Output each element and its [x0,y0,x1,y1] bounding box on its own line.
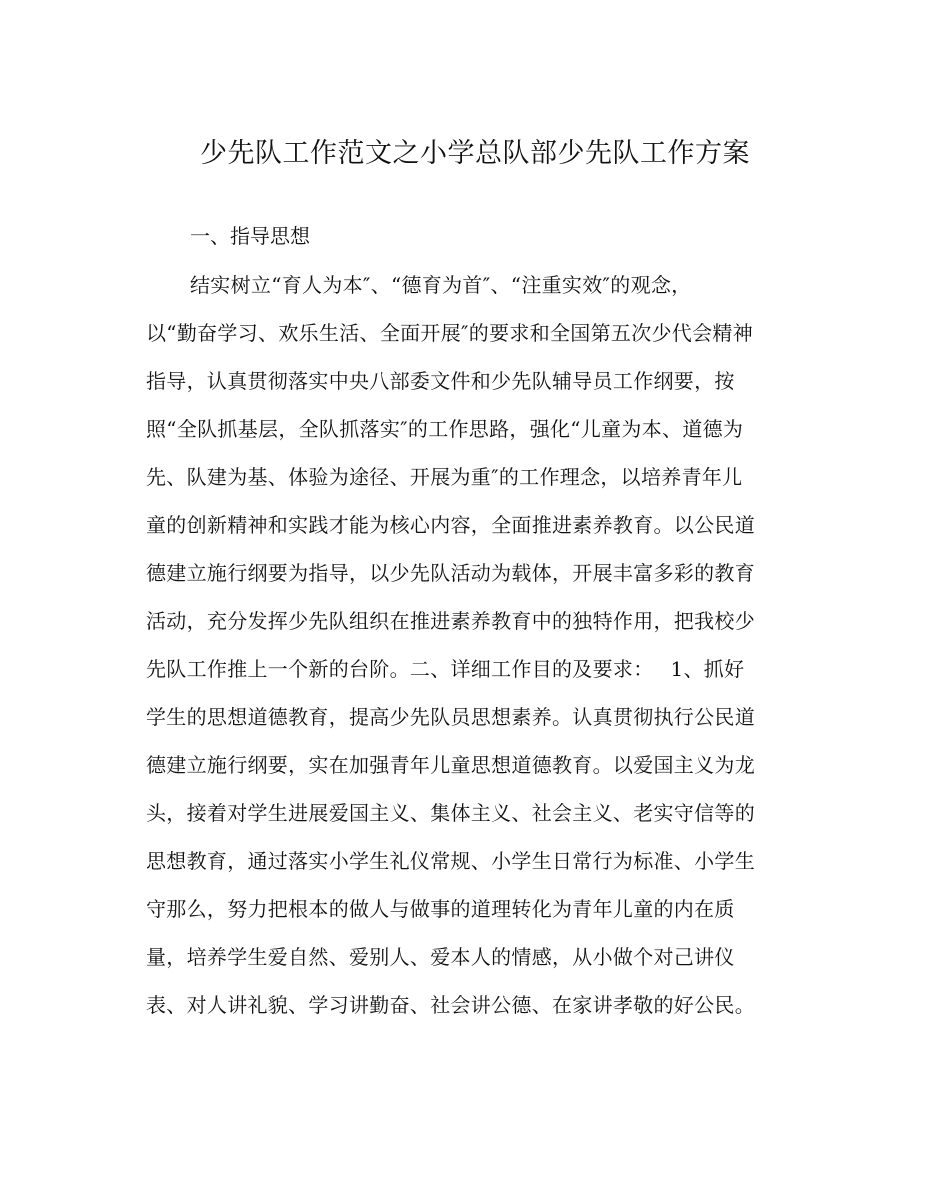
body-line: 思想教育，通过落实小学生礼仪常规、小学生日常行为标准、小学生 [146,849,755,873]
body-line: 指导，认真贯彻落实中央八部委文件和少先队辅导员工作纲要，按 [146,369,735,393]
body-line: 活动，充分发挥少先队组织在推进素养教育中的独特作用，把我校少 [146,609,755,633]
body-line: 量，培养学生爱自然、爱别人、爱本人的情感，从小做个对己讲仪 [146,945,735,969]
body-line: 照“全队抓基层，全队抓落实″的工作思路，强化“儿童为本、道德为 [146,417,744,441]
body-line: 结实树立“育人为本″、“德育为首″、“注重实效″的观念， [190,273,692,297]
body-line: 德建立施行纲要，实在加强青年儿童思想道德教育。以爱国主义为龙 [146,753,755,777]
body-line: 先队工作推上一个新的台阶。二、详细工作目的及要求： 1、抓好 [146,657,745,681]
section-heading: 一、指导思想 [190,224,310,248]
body-line: 以“勤奋学习、欢乐生活、全面开展″的要求和全国第五次少代会精神 [146,321,753,345]
body-line: 头，接着对学生进展爱国主义、集体主义、社会主义、老实守信等的 [146,801,755,825]
body-line: 先、队建为基、体验为途径、开展为重″的工作理念，以培养青年儿 [146,465,743,489]
body-line: 守那么，努力把根本的做人与做事的道理转化为青年儿童的内在质 [146,897,735,921]
body-line: 表、对人讲礼貌、学习讲勤奋、社会讲公德、在家讲孝敬的好公民。 [146,993,755,1017]
body-line: 童的创新精神和实践才能为核心内容，全面推进素养教育。以公民道 [146,513,755,537]
body-line: 学生的思想道德教育，提高少先队员思想素养。认真贯彻执行公民道 [146,705,755,729]
document-title: 少先队工作范文之小学总队部少先队工作方案 [200,138,750,169]
body-line: 德建立施行纲要为指导，以少先队活动为载体，开展丰富多彩的教育 [146,561,755,585]
